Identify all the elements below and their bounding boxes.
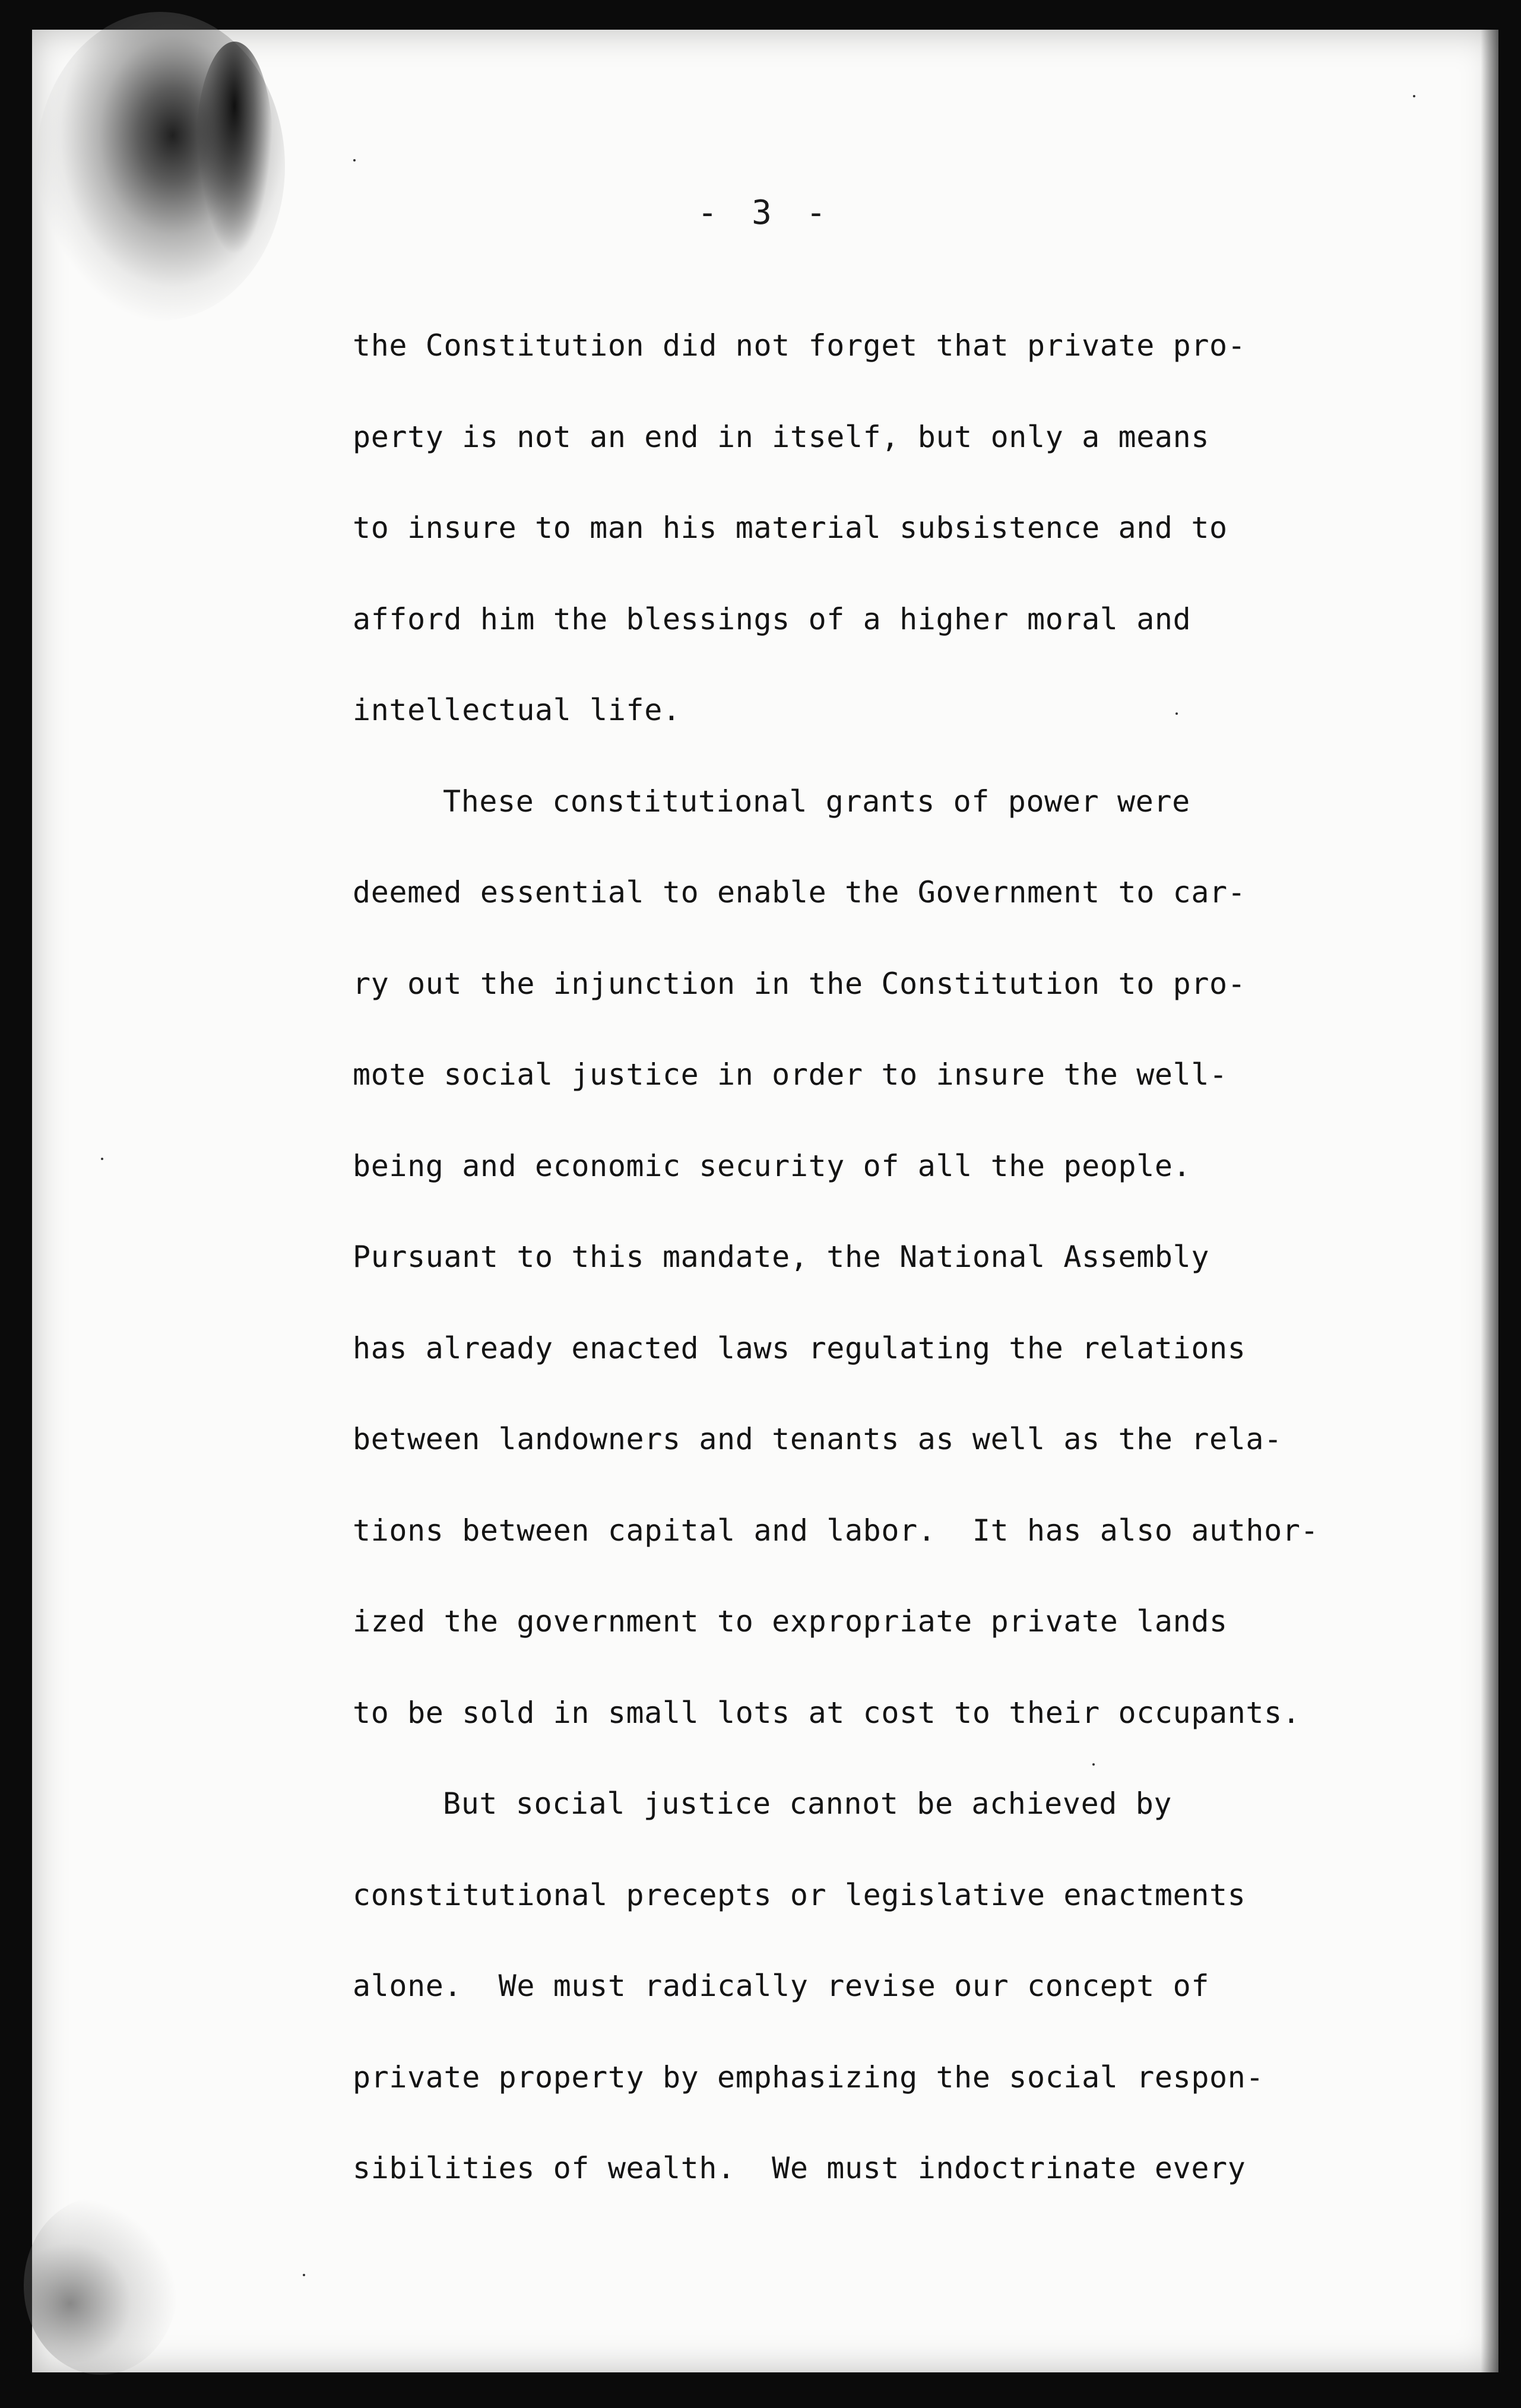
dust-speck — [303, 2274, 305, 2276]
text-line: to insure to man his material subsistence and to — [353, 511, 1228, 545]
text-line: mote social justice in order to insure the well- — [353, 1057, 1228, 1092]
dust-speck — [353, 159, 356, 161]
text-line: private property by emphasizing the social respon- — [353, 2060, 1265, 2095]
paragraph-first-line: These constitutional grants of power were — [443, 784, 1190, 819]
text-line: being and economic security of all the people. — [353, 1148, 1192, 1183]
page-number: - 3 - — [697, 194, 834, 232]
page-edge-shadow — [1481, 30, 1498, 2372]
dust-speck — [1413, 95, 1415, 97]
text-line: afford him the blessings of a higher moral and — [353, 601, 1192, 636]
text-line: ized the government to expropriate private lands — [353, 1604, 1228, 1639]
text-line: perty is not an end in itself, but only a means — [353, 419, 1210, 454]
typed-body-text — [353, 321, 1362, 2235]
text-line: intellectual life. — [353, 693, 681, 727]
text-line: between landowners and tenants as well as the rela- — [353, 1422, 1282, 1456]
text-line: sibilities of wealth. We must indoctrinate every — [353, 2151, 1246, 2185]
paragraph-first-line: But social justice cannot be achieved by — [443, 1786, 1173, 1821]
text-line: has already enacted laws regulating the relations — [353, 1330, 1246, 1365]
text-line: constitutional precepts or legislative enactments — [353, 1877, 1246, 1912]
paragraph-first-line: the Constitution did not forget that private pro- — [353, 328, 1246, 363]
text-line: tions between capital and labor. It has also author- — [353, 1513, 1319, 1548]
text-line: alone. We must radically revise our concept of — [353, 1969, 1210, 2003]
text-line: to be sold in small lots at cost to their occupants. — [353, 1695, 1301, 1730]
text-line: ry out the injunction in the Constitution to pro- — [353, 966, 1246, 1001]
dust-speck — [101, 1158, 103, 1160]
text-line: Pursuant to this mandate, the National Assembly — [353, 1240, 1210, 1274]
text-line: deemed essential to enable the Government to car- — [353, 875, 1246, 910]
